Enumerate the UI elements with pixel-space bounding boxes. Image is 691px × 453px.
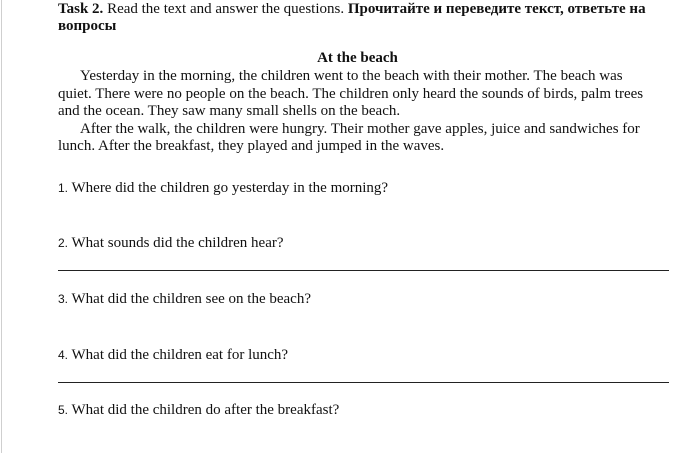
question-text: What did the children eat for lunch? bbox=[71, 347, 289, 363]
task-instruction-ru: Прочитайте и переведите текст, ответьте на вопросы bbox=[58, 1, 646, 34]
task-instruction-en: Read the text and answer the questions. bbox=[103, 1, 348, 17]
question-number: 5. bbox=[58, 403, 69, 417]
task-label: Task 2. bbox=[58, 1, 104, 17]
question-text: Where did the children go yesterday in the morning? bbox=[71, 180, 389, 196]
task-header bbox=[58, 1, 678, 35]
story-text bbox=[58, 68, 658, 156]
question-4 bbox=[58, 347, 288, 364]
question-5 bbox=[58, 402, 339, 419]
question-number: 1. bbox=[58, 181, 69, 195]
question-number: 2. bbox=[58, 236, 69, 250]
question-number: 4. bbox=[58, 348, 69, 362]
page-left-border bbox=[1, 0, 2, 453]
story-paragraph: Yesterday in the morning, the children went to the beach with their mother. The beach was quiet. There were no people on the beach. The children only heard the sounds of birds, palm trees and the ocean. They saw many small shells on the beach. bbox=[58, 68, 644, 119]
question-text: What did the children do after the breakfast? bbox=[71, 402, 340, 418]
answer-line bbox=[58, 270, 669, 271]
question-1 bbox=[58, 180, 388, 197]
story-title: At the beach bbox=[317, 50, 398, 66]
question-3 bbox=[58, 291, 311, 308]
question-text: What did the children see on the beach? bbox=[71, 291, 311, 307]
story-paragraph: After the walk, the children were hungry. Their mother gave apples, juice and sandwiches for lunch. After the breakfast, they played and jumped in the waves. bbox=[58, 120, 640, 154]
answer-line bbox=[58, 382, 669, 383]
question-text: What sounds did the children hear? bbox=[71, 235, 284, 251]
question-2 bbox=[58, 235, 284, 252]
question-number: 3. bbox=[58, 292, 69, 306]
